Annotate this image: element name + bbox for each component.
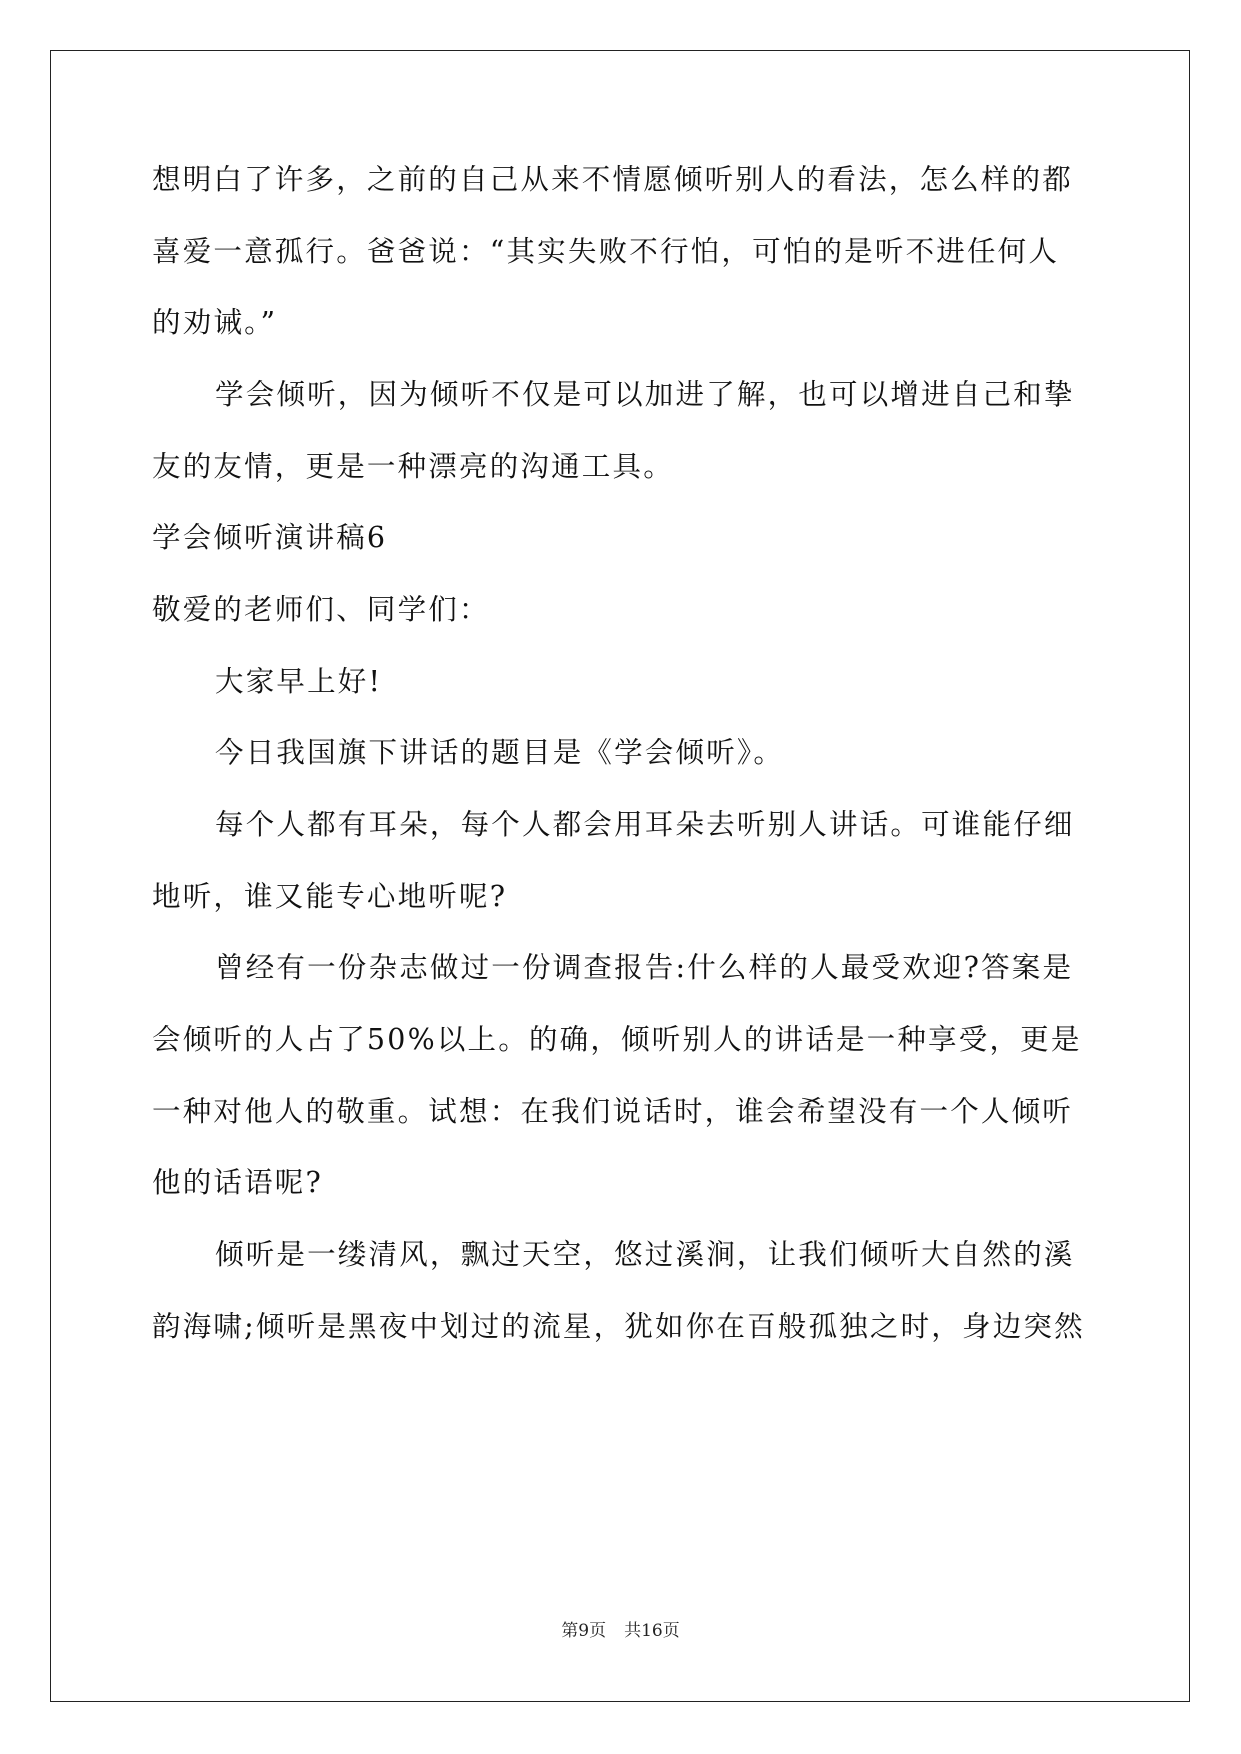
text-line: 喜爱一意孤行。爸爸说：“其实失败不行怕，可怕的是听不进任何人	[152, 235, 1060, 268]
text-line: 倾听是一缕清风，飘过天空，悠过溪涧，让我们倾听大自然的溪	[215, 1238, 1075, 1271]
page-footer	[0, 1619, 1241, 1643]
page-total: 共16页	[624, 1621, 680, 1641]
section-heading: 学会倾听演讲稿6	[152, 521, 388, 554]
text-line: 他的话语呢?	[152, 1166, 323, 1199]
text-line: 大家早上好!	[215, 665, 383, 698]
text-line: 曾经有一份杂志做过一份调查报告:什么样的人最受欢迎?答案是	[215, 951, 1074, 984]
text-line: 学会倾听，因为倾听不仅是可以加进了解，也可以增进自己和挚	[215, 378, 1075, 411]
text-line: 今日我国旗下讲话的题目是《学会倾听》。	[215, 736, 785, 769]
text-line: 一种对他人的敬重。试想：在我们说话时，谁会希望没有一个人倾听	[152, 1095, 1074, 1128]
page-border	[50, 50, 1190, 1702]
page-number: 第9页	[561, 1621, 607, 1641]
text-line: 每个人都有耳朵，每个人都会用耳朵去听别人讲话。可谁能仔细	[215, 808, 1075, 841]
text-line: 想明白了许多，之前的自己从来不情愿倾听别人的看法，怎么样的都	[152, 163, 1074, 196]
salutation: 敬爱的老师们、同学们：	[152, 593, 490, 626]
text-line: 韵海啸;倾听是黑夜中划过的流星，犹如你在百般孤独之时，身边突然	[152, 1310, 1085, 1343]
text-line: 友的友情，更是一种漂亮的沟通工具。	[152, 450, 674, 483]
text-line: 会倾听的人占了50%以上。的确，倾听别人的讲话是一种享受，更是	[152, 1023, 1082, 1056]
text-line: 的劝诫。”	[152, 306, 278, 339]
text-line: 地听，谁又能专心地听呢?	[152, 880, 508, 913]
